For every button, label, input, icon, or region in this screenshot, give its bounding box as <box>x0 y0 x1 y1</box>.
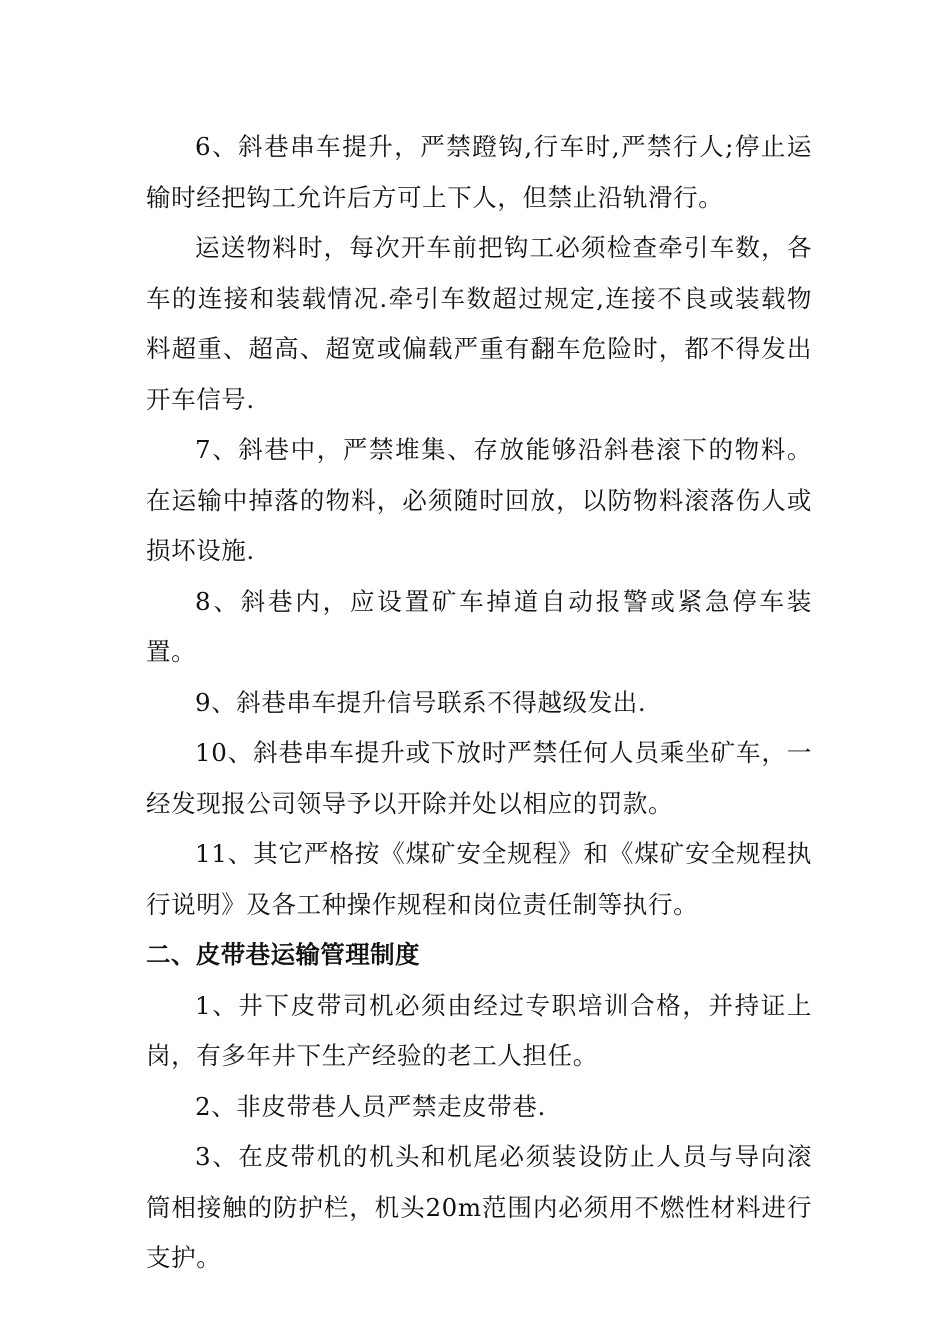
paragraph-8: 8、斜巷内，应设置矿车掉道自动报警或紧急停车装置。 <box>146 586 812 666</box>
paragraph-9: 9、斜巷串车提升信号联系不得越级发出. <box>195 687 647 717</box>
paragraph-11: 11、其它严格按《煤矿安全规程》和《煤矿安全规程执行说明》及各工种操作规程和岗位责任制等执行。 <box>146 839 812 919</box>
paragraph-7: 7、斜巷中，严禁堆集、存放能够沿斜巷滚下的物料。在运输中掉落的物料，必须随时回放，以防物料滚落伤人或损坏设施. <box>146 435 812 565</box>
belt-paragraph-3: 3、在皮带机的机头和机尾必须装设防止人员与导向滚筒相接触的防护栏，机头20m范围内必须用不燃性材料进行支护。 <box>146 1142 812 1272</box>
paragraph-6: 6、斜巷串车提升，严禁蹬钩,行车时,严禁行人;停止运输时经把钩工允许后方可上下人，但禁止沿轨滑行。 <box>146 132 812 212</box>
paragraph-10: 10、斜巷串车提升或下放时严禁任何人员乘坐矿车，一经发现报公司领导予以开除并处以相应的罚款。 <box>146 738 812 818</box>
document-page <box>146 122 812 1284</box>
section-heading: 二、皮带巷运输管理制度 <box>146 940 420 969</box>
belt-paragraph-2: 2、非皮带巷人员严禁走皮带巷. <box>195 1091 546 1121</box>
belt-paragraph-1: 1、井下皮带司机必须由经过专职培训合格，并持证上岗，有多年井下生产经验的老工人担任。 <box>146 990 812 1070</box>
paragraph-transport-materials: 运送物料时，每次开车前把钩工必须检查牵引车数，各车的连接和装载情况.牵引车数超过规定,连接不良或装载物料超重、超高、超宽或偏载严重有翻车危险时，都不得发出开车信号. <box>146 233 812 414</box>
